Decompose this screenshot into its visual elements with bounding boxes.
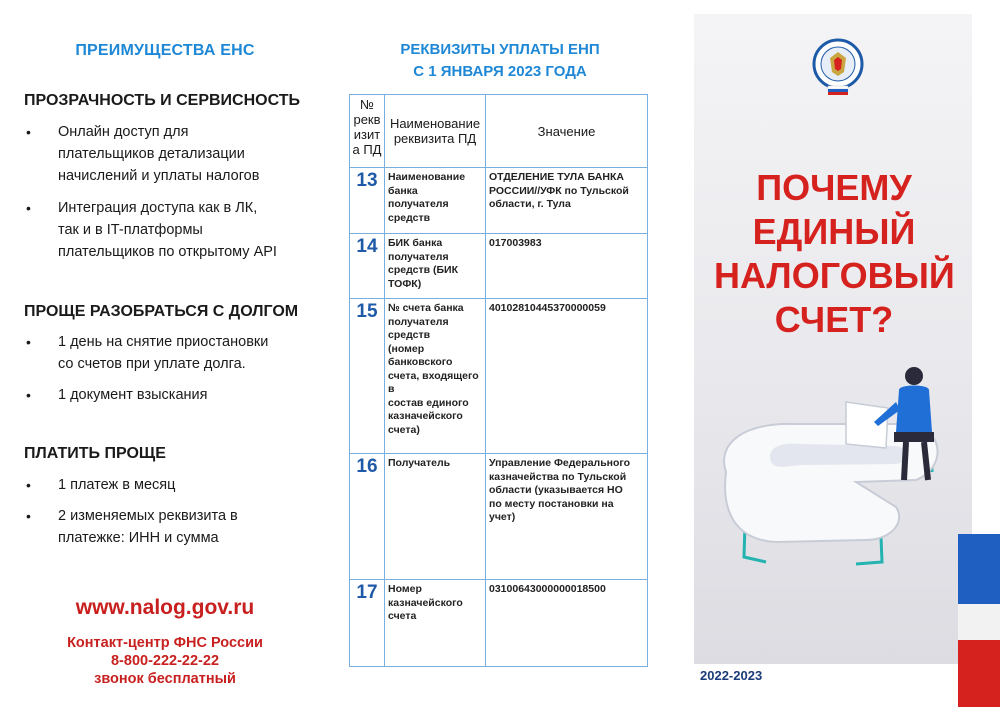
cover-title-line: СЧЕТ? [774, 299, 894, 340]
cover-title-line: НАЛОГОВЫЙ [714, 255, 955, 296]
cell-line: 40102810445370000059 [489, 302, 606, 314]
details-title-line2: С 1 ЯНВАРЯ 2023 ГОДА [413, 63, 587, 80]
bullet-icon: • [26, 508, 31, 524]
section-heading-easier-pay: ПЛАТИТЬ ПРОЩЕ [24, 445, 166, 462]
cell-line: БИК банка [388, 237, 443, 249]
cell-line: в [388, 383, 395, 395]
cell-line: состав единого [388, 396, 469, 409]
cell-line: области (указывается НО [489, 484, 623, 496]
header-name [385, 95, 486, 168]
cell-line: ТОФК) [388, 277, 422, 290]
row-value [486, 234, 648, 299]
cell-line: счета [388, 610, 417, 622]
row-number: 16 [350, 454, 385, 580]
bullet-text-line: 1 платеж в месяц [58, 477, 176, 493]
section-heading-debt: ПРОЩЕ РАЗОБРАТЬСЯ С ДОЛГОМ [24, 303, 299, 320]
table-row [350, 454, 648, 580]
bullet-item [24, 384, 324, 406]
bullet-text-line: 2 изменяемых реквизита в [58, 508, 238, 524]
row-number: 15 [350, 299, 385, 454]
flag-stripe-white [958, 604, 1000, 640]
cell-line: области, г. Тула [489, 198, 571, 210]
website-link[interactable]: www.nalog.gov.ru [75, 596, 255, 619]
header-line: № [360, 97, 374, 112]
row-number: 14 [350, 234, 385, 299]
bullet-text-line: Интеграция доступа как в ЛК, [58, 200, 258, 216]
bullet-item [24, 121, 324, 187]
row-value [486, 580, 648, 667]
cover-title-line: ПОЧЕМУ [756, 167, 912, 208]
section-heading-transparency: ПРОЗРАЧНОСТЬ И СЕРВИСНОСТЬ [24, 92, 301, 109]
header-value: Значение [486, 95, 648, 168]
advantages-title: ПРЕИМУЩЕСТВА ЕНС [75, 42, 255, 59]
bullet-text-line: так и в IT-платформы [58, 222, 203, 238]
row-value [486, 299, 648, 454]
cell-line: банка [388, 184, 418, 197]
header-line: рекв [353, 112, 381, 127]
cell-line: Управление Федерального [489, 457, 631, 469]
cell-line: получателя [388, 315, 449, 328]
cell-line: № счета банка [388, 302, 464, 314]
bullet-text-line: платежке: ИНН и сумма [58, 530, 219, 546]
table-row [350, 234, 648, 299]
table-row [350, 168, 648, 234]
cell-line: (номер [388, 342, 425, 355]
header-line: реквизита ПД [393, 131, 477, 146]
cell-line: средств [388, 211, 431, 224]
row-number: 17 [350, 580, 385, 667]
row-value [486, 168, 648, 234]
bullet-item [24, 505, 324, 549]
cell-line: банковского [388, 356, 453, 368]
call-free-note: звонок бесплатный [94, 671, 236, 687]
cell-line: средств (БИК [388, 264, 458, 276]
flag-stripe-blue [958, 534, 1000, 604]
header-line: а ПД [352, 142, 382, 157]
fns-emblem-icon [812, 38, 864, 96]
table-row [350, 299, 648, 454]
row-name [385, 299, 486, 454]
bullet-text-line: 1 день на снятие приостановки [58, 334, 269, 350]
row-number: 13 [350, 168, 385, 234]
bullet-text-line: со счетов при уплате долга. [58, 356, 246, 372]
header-num [350, 95, 385, 168]
cell-line: казначейского [388, 410, 463, 422]
cell-line: получателя [388, 250, 449, 263]
cell-line: счета, входящего [388, 369, 479, 382]
header-line: Наименование [389, 116, 481, 131]
cell-line: ОТДЕЛЕНИЕ ТУЛА БАНКА [489, 171, 624, 183]
cell-line: 017003983 [489, 237, 542, 249]
cover-years: 2022-2023 [700, 668, 763, 683]
cell-line: РОССИИ//УФК по Тульской [489, 184, 629, 197]
header-line: изит [353, 127, 381, 142]
row-name [385, 454, 486, 580]
phone-number[interactable]: 8-800-222-22-22 [110, 653, 220, 669]
cell-line: учет) [489, 511, 516, 523]
row-value [486, 454, 648, 580]
cell-line: по месту постановки на [489, 497, 614, 510]
details-title-line1: РЕКВИЗИТЫ УПЛАТЫ ЕНП [400, 41, 600, 58]
bullet-icon: • [26, 387, 31, 403]
row-name [385, 580, 486, 667]
bullet-icon: • [26, 124, 31, 140]
bullet-text-line: Онлайн доступ для [58, 124, 189, 140]
table-row [350, 580, 648, 667]
contact-center-label: Контакт-центр ФНС России [67, 635, 263, 651]
flag-stripe-red [958, 640, 1000, 707]
cell-line: Получатель [388, 457, 451, 469]
payment-details-table [349, 94, 648, 667]
cell-line: Номер [388, 583, 422, 595]
bullet-icon: • [26, 477, 31, 493]
bullet-text-line: плательщиков по открытому API [58, 244, 277, 260]
cell-line: Наименование [388, 171, 466, 183]
bullet-icon: • [26, 334, 31, 350]
cell-line: 03100643000000018500 [489, 583, 606, 595]
bullet-icon: • [26, 200, 31, 216]
cover-title-line: ЕДИНЫЙ [752, 211, 916, 252]
bullet-text-line: начислений и уплаты налогов [58, 168, 260, 184]
cell-line: счета) [388, 423, 420, 436]
row-name [385, 168, 486, 234]
row-name [385, 234, 486, 299]
cell-line: казначейского [388, 596, 463, 609]
advantages-column [0, 0, 330, 707]
person-at-desk-icon [706, 362, 962, 572]
cell-line: получателя [388, 198, 449, 210]
bullet-item [24, 474, 324, 496]
bullet-text-line: 1 документ взыскания [58, 387, 208, 403]
table-header-row [350, 95, 648, 168]
bullet-text-line: плательщиков детализации [58, 146, 245, 162]
cell-line: казначейства по Тульской [489, 470, 627, 483]
bullet-item [24, 331, 324, 375]
cell-line: средств [388, 329, 431, 341]
bullet-item [24, 197, 324, 263]
